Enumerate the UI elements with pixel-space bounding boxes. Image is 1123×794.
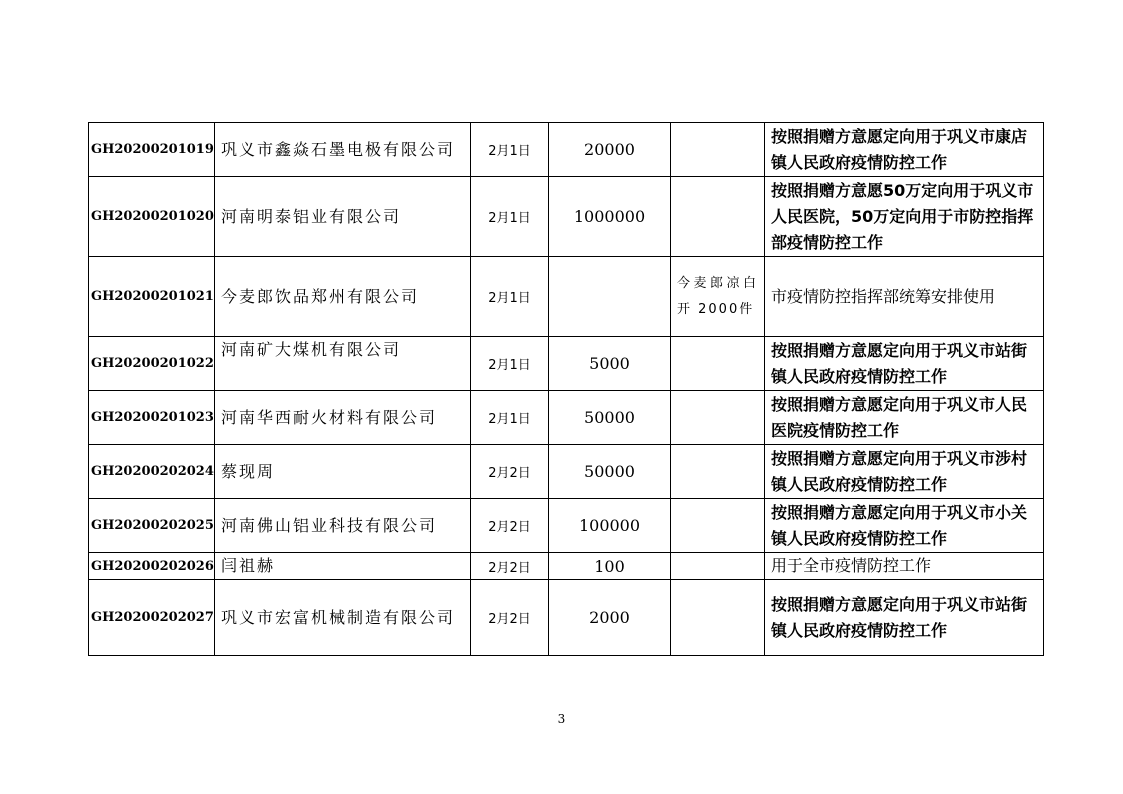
donor-name: 河南华西耐火材料有限公司: [215, 391, 471, 445]
donated-goods: [671, 445, 765, 499]
donated-goods: [671, 391, 765, 445]
donation-use: 按照捐赠方意愿定向用于巩义市人民医院疫情防控工作: [765, 391, 1044, 445]
donated-goods: [671, 499, 765, 553]
donor-name: 河南矿大煤机有限公司: [215, 337, 471, 391]
donated-goods: [671, 123, 765, 177]
donated-goods: [671, 553, 765, 580]
table-row: [89, 337, 1044, 391]
donor-name: 闫祖赫: [215, 553, 471, 580]
donation-use: 按照捐赠方意愿定向用于巩义市站街镇人民政府疫情防控工作: [765, 580, 1044, 656]
page-number: 3: [557, 712, 566, 726]
table-row: [89, 391, 1044, 445]
donor-name: 巩义市鑫焱石墨电极有限公司: [215, 123, 471, 177]
table-row: [89, 257, 1044, 337]
donation-code: GH20200201021: [89, 257, 215, 337]
donation-date: 2月1日: [471, 257, 549, 337]
donation-date: 2月2日: [471, 499, 549, 553]
table-row: [89, 445, 1044, 499]
donation-amount: 5000: [549, 337, 671, 391]
donation-amount: 50000: [549, 391, 671, 445]
donation-use: 按照捐赠方意愿定向用于巩义市小关镇人民政府疫情防控工作: [765, 499, 1044, 553]
donation-code: GH20200201020: [89, 177, 215, 257]
table-row: [89, 499, 1044, 553]
donation-date: 2月1日: [471, 177, 549, 257]
donor-name: 今麦郎饮品郑州有限公司: [215, 257, 471, 337]
donation-amount: 100000: [549, 499, 671, 553]
donated-goods: [671, 177, 765, 257]
donation-use: 按照捐赠方意愿定向用于巩义市站街镇人民政府疫情防控工作: [765, 337, 1044, 391]
donation-date: 2月2日: [471, 580, 549, 656]
donation-table: [88, 122, 1044, 656]
table-row: [89, 177, 1044, 257]
donor-name: 蔡现周: [215, 445, 471, 499]
donation-code: GH20200202026: [89, 553, 215, 580]
donation-date: 2月1日: [471, 337, 549, 391]
donation-use: 按照捐赠方意愿定向用于巩义市康店镇人民政府疫情防控工作: [765, 123, 1044, 177]
donation-date: 2月1日: [471, 391, 549, 445]
donation-use: 用于全市疫情防控工作: [765, 553, 1044, 580]
donation-amount: 50000: [549, 445, 671, 499]
donation-use: 市疫情防控指挥部统筹安排使用: [765, 257, 1044, 337]
donated-goods: [671, 337, 765, 391]
donation-date: 2月2日: [471, 553, 549, 580]
donation-code: GH20200202027: [89, 580, 215, 656]
table-row: [89, 553, 1044, 580]
donated-goods: 今麦郎凉白开 2000件: [671, 257, 765, 337]
donated-goods: [671, 580, 765, 656]
donor-name: 河南明泰铝业有限公司: [215, 177, 471, 257]
donation-code: GH20200201022: [89, 337, 215, 391]
donor-name: 巩义市宏富机械制造有限公司: [215, 580, 471, 656]
donation-amount: 100: [549, 553, 671, 580]
donation-code: GH20200202024: [89, 445, 215, 499]
donation-date: 2月1日: [471, 123, 549, 177]
donation-amount: 1000000: [549, 177, 671, 257]
donation-amount: 2000: [549, 580, 671, 656]
donation-date: 2月2日: [471, 445, 549, 499]
table-row: [89, 123, 1044, 177]
table-row: [89, 580, 1044, 656]
donation-amount: 20000: [549, 123, 671, 177]
donation-use: 按照捐赠方意愿定向用于巩义市涉村镇人民政府疫情防控工作: [765, 445, 1044, 499]
donation-use: 按照捐赠方意愿50万定向用于巩义市人民医院，50万定向用于市防控指挥部疫情防控工作: [765, 177, 1044, 257]
donation-code: GH20200202025: [89, 499, 215, 553]
donor-name: 河南佛山铝业科技有限公司: [215, 499, 471, 553]
donation-code: GH20200201023: [89, 391, 215, 445]
donation-amount: [549, 257, 671, 337]
donation-code: GH20200201019: [89, 123, 215, 177]
